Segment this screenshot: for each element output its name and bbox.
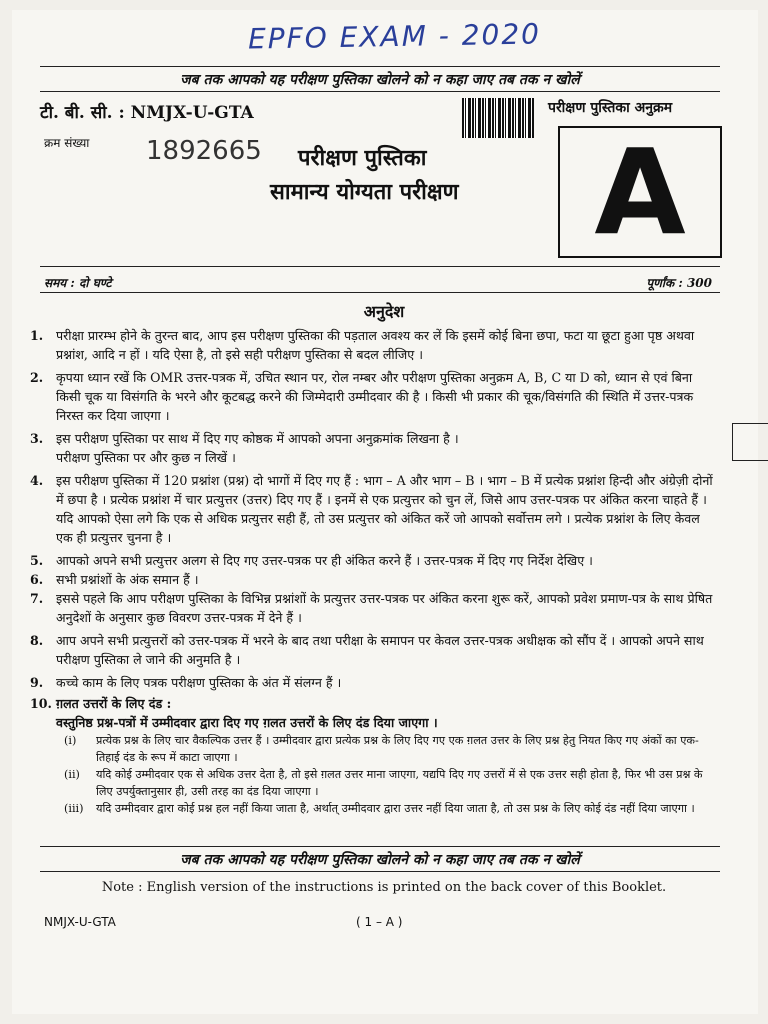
list-item: 5. आपको अपने सभी प्रत्युत्तर अलग से दिए गए उत्तर-पत्रक पर ही अंकित करने हैं । उत्तर-पत्रक में दिए गए निर्देश देखिए । — [30, 553, 593, 568]
instruction-text: सभी प्रश्नांशों के अंक समान हैं । — [56, 572, 199, 587]
rule-meta — [40, 266, 720, 267]
serial-number: 1892665 — [146, 136, 262, 166]
instructions-list — [30, 326, 720, 817]
marks-label: पूर्णांक : 300 — [646, 276, 712, 290]
list-item: 10. ग़लत उत्तरों के लिए दंड : वस्तुनिष्ठ प्रश्न-पत्रों में उम्मीदवार द्वारा दिए गए ग़लत उत्तरों के लिए दंड दिया जाएगा । (i) प्रत्येक प्रश्न के लिए चार वैकल्पिक उत्तर हैं । उम्मीदवार द्वारा प्रत्येक प्रश्न के लिए दिए गए एक ग़लत उत्तर के लिए प्रश्न हेतु नियत किए गए अंकों का एक-तिहाई दंड के रूप में काटा जाएगा । (ii) यदि कोई उम्मीदवार एक से अधिक उत्तर देता है, तो इसे ग़लत उत्तर माना जाएगा, यद्यपि दिए गए उत्तरों में से एक उत्तर सही होता है, फिर भी उस प्रश्न के लिए उपर्युक्तानुसार ही, उसी तरह का दंड दिया जाएगा । (iii) यदि उम्मीदवार द्वारा कोई प्रश्न हल नहीं किया जाता है, अर्थात् उम्मीदवार द्वारा उत्तर नहीं दिया जाता है, तो उस प्रश्न के लिए कोई दंड नहीं दिया जाएगा । — [30, 694, 720, 817]
time-label: समय : दो घण्टे — [44, 276, 112, 290]
instruction-text: इससे पहले कि आप परीक्षण पुस्तिका के विभिन्न प्रश्नांशों के प्रत्युत्तर उत्तर-पत्रक पर अंकित करना शुरू करें, आपको प्रवेश प्रमाण-पत्र के साथ प्रेषित अनुदेशों के अनुसार कुछ विवरण उत्तर-पत्रक में देने हैं । — [56, 591, 713, 625]
instruction-text: कच्चे काम के लिए पत्रक परीक्षण पुस्तिका के अंत में संलग्न हैं । — [56, 675, 342, 690]
list-item: (i) प्रत्येक प्रश्न के लिए चार वैकल्पिक उत्तर हैं । उम्मीदवार द्वारा प्रत्येक प्रश्न के लिए दिए गए एक ग़लत उत्तर के लिए प्रश्न हेतु नियत किए गए अंकों का एक-तिहाई दंड के रूप में काटा जाएगा । — [64, 734, 699, 764]
rule-bottom — [40, 846, 720, 847]
series-box: A — [558, 126, 722, 258]
instruction-text: कृपया ध्यान रखें कि OMR उत्तर-पत्रक में, उचित स्थान पर, रोल नम्बर और परीक्षण पुस्तिका अनुक्रम A, B, C या D को, ध्यान से एवं बिना किसी चूक या विसंगति के भरने और कूटबद्ध करने की जिम्मेदारी उम्मीदवार की है । किसी भी प्रकार की चूक/विसंगति की स्थिति में उत्तर-पत्रक निरस्त कर दिया जाएगा । — [56, 370, 694, 423]
booklet-title: परीक्षण पुस्तिका — [298, 145, 427, 171]
penalty-text: यदि उम्मीदवार द्वारा कोई प्रश्न हल नहीं किया जाता है, अर्थात् उम्मीदवार द्वारा उत्तर नहीं दिया जाता है, तो उस प्रश्न के लिए कोई दंड नहीं दिया जाएगा । — [96, 802, 695, 815]
list-item: 4. इस परीक्षण पुस्तिका में 120 प्रश्नांश (प्रश्न) दो भागों में दिए गए हैं : भाग – A और भाग – B । भाग – B में प्रत्येक प्रश्नांश हिन्दी और अंग्रेज़ी दोनों में छपा है । प्रत्येक प्रश्नांश में चार प्रत्युत्तर (उत्तर) दिए गए हैं । इनमें से एक प्रत्युत्तर को चुन लें, जिसे आप उत्तर-पत्रक पर अंकित करना चाहते हैं । यदि आपको ऐसा लगे कि एक से अधिक प्रत्युत्तर सही हैं, तो उस प्रत्युत्तर को अंकित करें जो आपको सर्वोत्तम लगे । प्रत्येक प्रश्नांश के लिए केवल एक ही प्रत्युत्तर चुनना है । — [30, 473, 713, 545]
list-item: 6. सभी प्रश्नांशों के अंक समान हैं । — [30, 572, 199, 587]
rule-bottom-2 — [40, 871, 720, 872]
list-item: 3. इस परीक्षण पुस्तिका पर साथ में दिए गए कोष्ठक में आपको अपना अनुक्रमांक लिखना है । परीक्षण पुस्तिका पर और कुछ न लिखें । — [30, 429, 720, 467]
rule-top-2 — [40, 91, 720, 92]
list-item: 2. कृपया ध्यान रखें कि OMR उत्तर-पत्रक में, उचित स्थान पर, रोल नम्बर और परीक्षण पुस्तिका अनुक्रम A, B, C या D को, ध्यान से एवं बिना किसी चूक या विसंगति के भरने और कूटबद्ध करने की जिम्मेदारी उम्मीदवार की है । किसी भी प्रकार की चूक/विसंगति की स्थिति में उत्तर-पत्रक निरस्त कर दिया जाएगा । — [30, 370, 694, 423]
rule-top — [40, 66, 720, 67]
instruction-text: इस परीक्षण पुस्तिका में 120 प्रश्नांश (प्रश्न) दो भागों में दिए गए हैं : भाग – A और भाग – B । भाग – B में प्रत्येक प्रश्नांश हिन्दी और अंग्रेज़ी दोनों में छपा है । प्रत्येक प्रश्नांश में चार प्रत्युत्तर (उत्तर) दिए गए हैं । इनमें से एक प्रत्युत्तर को चुन लें, जिसे आप उत्तर-पत्रक पर अंकित करना चाहते हैं । यदि आपको ऐसा लगे कि एक से अधिक प्रत्युत्तर सही हैं, तो उस प्रत्युत्तर को अंकित करें जो आपको सर्वोत्तम लगे । प्रत्येक प्रश्नांश के लिए केवल एक ही प्रत्युत्तर चुनना है । — [56, 473, 713, 545]
serial-label: क्रम संख्या — [44, 136, 90, 150]
instruction-text: इस परीक्षण पुस्तिका पर साथ में दिए गए कोष्ठक में आपको अपना अनुक्रमांक लिखना है । परीक्षण पुस्तिका पर और कुछ न लिखें । — [56, 431, 459, 465]
penalty-heading: ग़लत उत्तरों के लिए दंड : — [56, 696, 172, 711]
barcode — [462, 98, 534, 138]
list-item: 7. इससे पहले कि आप परीक्षण पुस्तिका के विभिन्न प्रश्नांशों के प्रत्युत्तर उत्तर-पत्रक पर अंकित करना शुरू करें, आपको प्रवेश प्रमाण-पत्र के साथ प्रेषित अनुदेशों के अनुसार कुछ विवरण उत्तर-पत्रक में देने हैं । — [30, 591, 713, 625]
handwritten-title: EPFO EXAM - 2020 — [247, 17, 542, 56]
list-item: 9. कच्चे काम के लिए पत्रक परीक्षण पुस्तिका के अंत में संलग्न हैं । — [30, 675, 342, 690]
penalty-text: प्रत्येक प्रश्न के लिए चार वैकल्पिक उत्तर हैं । उम्मीदवार द्वारा प्रत्येक प्रश्न के लिए दिए गए एक ग़लत उत्तर के लिए प्रश्न हेतु नियत किए गए अंकों का एक-तिहाई दंड के रूप में काटा जाएगा । — [96, 734, 699, 764]
instruction-text: परीक्षा प्रारम्भ होने के तुरन्त बाद, आप इस परीक्षण पुस्तिका की पड़ताल अवश्य कर लें कि इसमें कोई बिना छपा, फटा या छूटा हुआ पृष्ठ अथवा प्रश्नांश, आदि न हों । यदि ऐसा है, तो इसे सही परीक्षण पुस्तिका से बदल लीजिए । — [56, 328, 695, 362]
rule-meta-2 — [40, 292, 720, 293]
penalty-text: यदि कोई उम्मीदवार एक से अधिक उत्तर देता है, तो इसे ग़लत उत्तर माना जाएगा, यद्यपि दिए गए उत्तरों में से एक उत्तर सही होता है, फिर भी उस प्रश्न के लिए उपर्युक्तानुसार ही, उसी तरह का दंड दिया जाएगा । — [96, 768, 703, 798]
penalty-subheading: वस्तुनिष्ठ प्रश्न-पत्रों में उम्मीदवार द्वारा दिए गए ग़लत उत्तरों के लिए दंड दिया जाएगा । — [56, 715, 438, 730]
page-number: ( 1 – A ) — [356, 915, 403, 929]
exam-title: सामान्य योग्यता परीक्षण — [270, 179, 459, 205]
list-item: 8. आप अपने सभी प्रत्युत्तरों को उत्तर-पत्रक में भरने के बाद तथा परीक्षा के समापन पर केवल उत्तर-पत्रक अधीक्षक को सौंप दें । आपको अपने साथ परीक्षण पुस्तिका ले जाने की अनुमति है । — [30, 633, 704, 667]
footer-code: NMJX-U-GTA — [44, 915, 116, 929]
roll-number-box[interactable] — [732, 423, 768, 461]
penalty-list — [56, 732, 720, 817]
list-item: 1. परीक्षा प्रारम्भ होने के तुरन्त बाद, आप इस परीक्षण पुस्तिका की पड़ताल अवश्य कर लें कि इसमें कोई बिना छपा, फटा या छूटा हुआ पृष्ठ अथवा प्रश्नांश, आदि न हों । यदि ऐसा है, तो इसे सही परीक्षण पुस्तिका से बदल लीजिए । — [30, 328, 695, 362]
list-item: (iii) यदि उम्मीदवार द्वारा कोई प्रश्न हल नहीं किया जाता है, अर्थात् उम्मीदवार द्वारा उत्तर नहीं दिया जाता है, तो उस प्रश्न के लिए कोई दंड नहीं दिया जाएगा । — [64, 802, 695, 815]
tbc-code: टी. बी. सी. : NMJX-U-GTA — [40, 103, 254, 123]
list-item: (ii) यदि कोई उम्मीदवार एक से अधिक उत्तर देता है, तो इसे ग़लत उत्तर माना जाएगा, यद्यपि दिए गए उत्तरों में से एक उत्तर सही होता है, फिर भी उस प्रश्न के लिए उपर्युक्तानुसार ही, उसी तरह का दंड दिया जाएगा । — [64, 768, 703, 798]
english-note: Note : English version of the instructions is printed on the back cover of this Booklet. — [101, 880, 667, 895]
instruction-text: आप अपने सभी प्रत्युत्तरों को उत्तर-पत्रक में भरने के बाद तथा परीक्षा के समापन पर केवल उत्तर-पत्रक अधीक्षक को सौंप दें । आपको अपने साथ परीक्षण पुस्तिका ले जाने की अनुमति है । — [56, 633, 704, 667]
series-label: परीक्षण पुस्तिका अनुक्रम — [548, 100, 673, 116]
instructions-heading: अनुदेश — [363, 302, 405, 321]
warning-top: जब तक आपको यह परीक्षण पुस्तिका खोलने को न कहा जाए तब तक न खोलें — [180, 72, 580, 88]
instruction-text: आपको अपने सभी प्रत्युत्तर अलग से दिए गए उत्तर-पत्रक पर ही अंकित करने हैं । उत्तर-पत्रक में दिए गए निर्देश देखिए । — [56, 553, 593, 568]
warning-bottom: जब तक आपको यह परीक्षण पुस्तिका खोलने को न कहा जाए तब तक न खोलें — [180, 852, 580, 868]
